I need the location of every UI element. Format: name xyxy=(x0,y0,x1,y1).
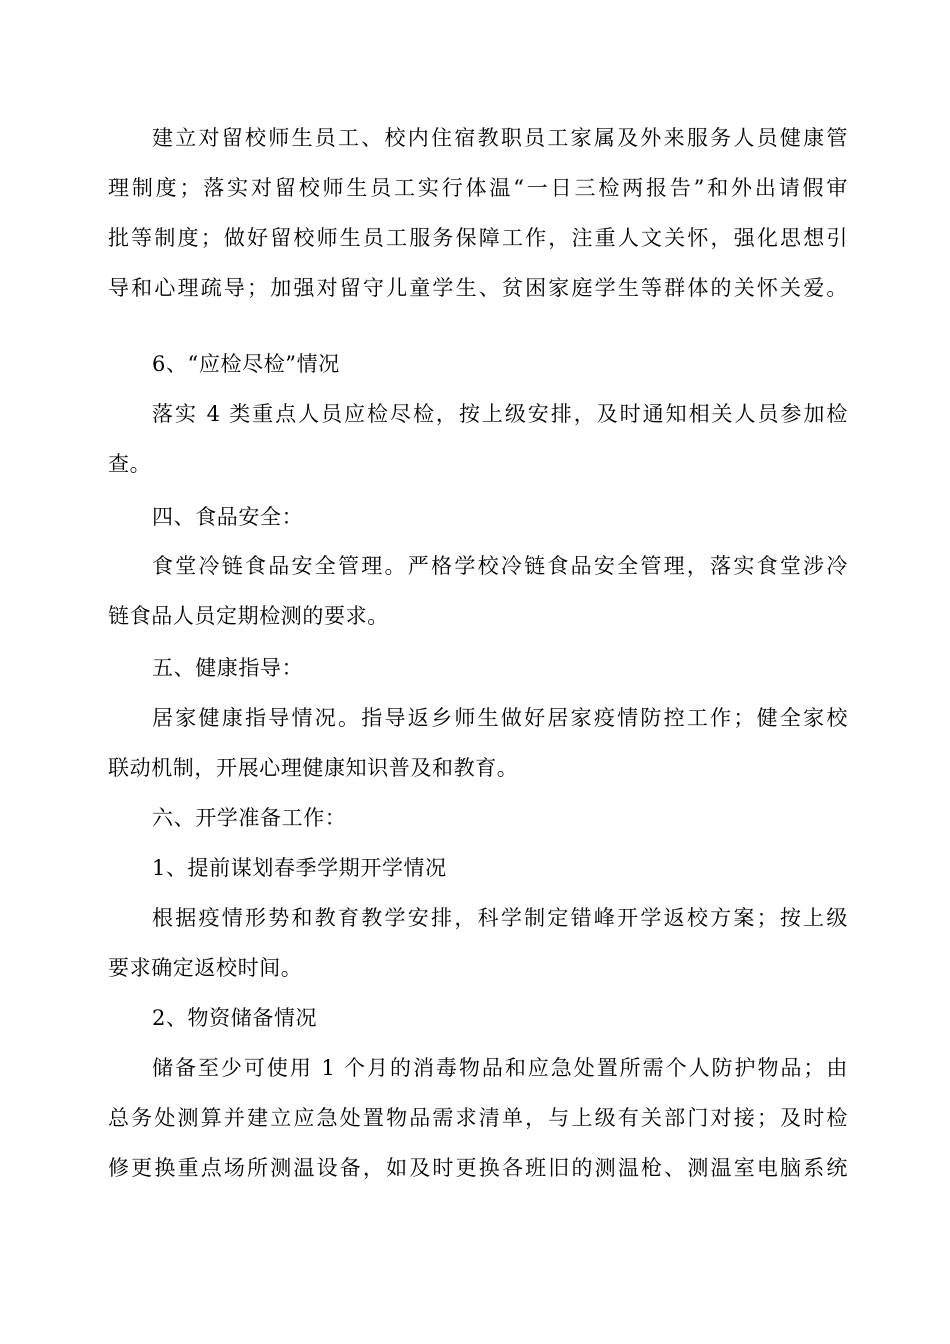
paragraph-line: 落实 4 类重点人员应检尽检，按上级安排，及时通知相关人员参加检 xyxy=(152,402,848,426)
paragraph-line: 根据疫情形势和教育教学安排，科学制定错峰开学返校方案；按上级 xyxy=(152,906,848,930)
subsection-heading: 1、提前谋划春季学期开学情况 xyxy=(152,856,447,880)
paragraph-line: 建立对留校师生员工、校内住宿教职员工家属及外来服务人员健康管 xyxy=(152,126,848,150)
paragraph-line: 要求确定返校时间。 xyxy=(108,956,303,980)
section-heading: 六、开学准备工作： xyxy=(152,806,347,830)
paragraph-line: 理制度；落实对留校师生员工实行体温“一日三检两报告”和外出请假审 xyxy=(108,176,848,200)
paragraph-line: 居家健康指导情况。指导返乡师生做好居家疫情防控工作；健全家校 xyxy=(152,706,848,730)
paragraph-line: 储备至少可使用 1 个月的消毒物品和应急处置所需个人防护物品；由 xyxy=(152,1056,848,1080)
paragraph-line: 总务处测算并建立应急处置物品需求清单，与上级有关部门对接；及时检 xyxy=(108,1106,848,1130)
paragraph-line: 修更换重点场所测温设备，如及时更换各班旧的测温枪、测温室电脑系统 xyxy=(108,1156,848,1180)
section-heading: 6、“应检尽检”情况 xyxy=(152,352,340,376)
paragraph-line: 联动机制，开展心理健康知识普及和教育。 xyxy=(108,756,519,780)
paragraph-line: 查。 xyxy=(108,452,152,476)
paragraph-line: 批等制度；做好留校师生员工服务保障工作，注重人文关怀，强化思想引 xyxy=(108,226,848,250)
paragraph-line: 链食品人员定期检测的要求。 xyxy=(108,604,389,628)
subsection-heading: 2、物资储备情况 xyxy=(152,1006,318,1030)
paragraph-line: 导和心理疏导；加强对留守儿童学生、贫困家庭学生等群体的关怀关爱。 xyxy=(108,276,848,300)
section-heading: 五、健康指导： xyxy=(152,656,304,680)
section-heading: 四、食品安全： xyxy=(152,505,304,529)
paragraph-line: 食堂冷链食品安全管理。严格学校冷链食品安全管理，落实食堂涉冷 xyxy=(152,554,848,578)
